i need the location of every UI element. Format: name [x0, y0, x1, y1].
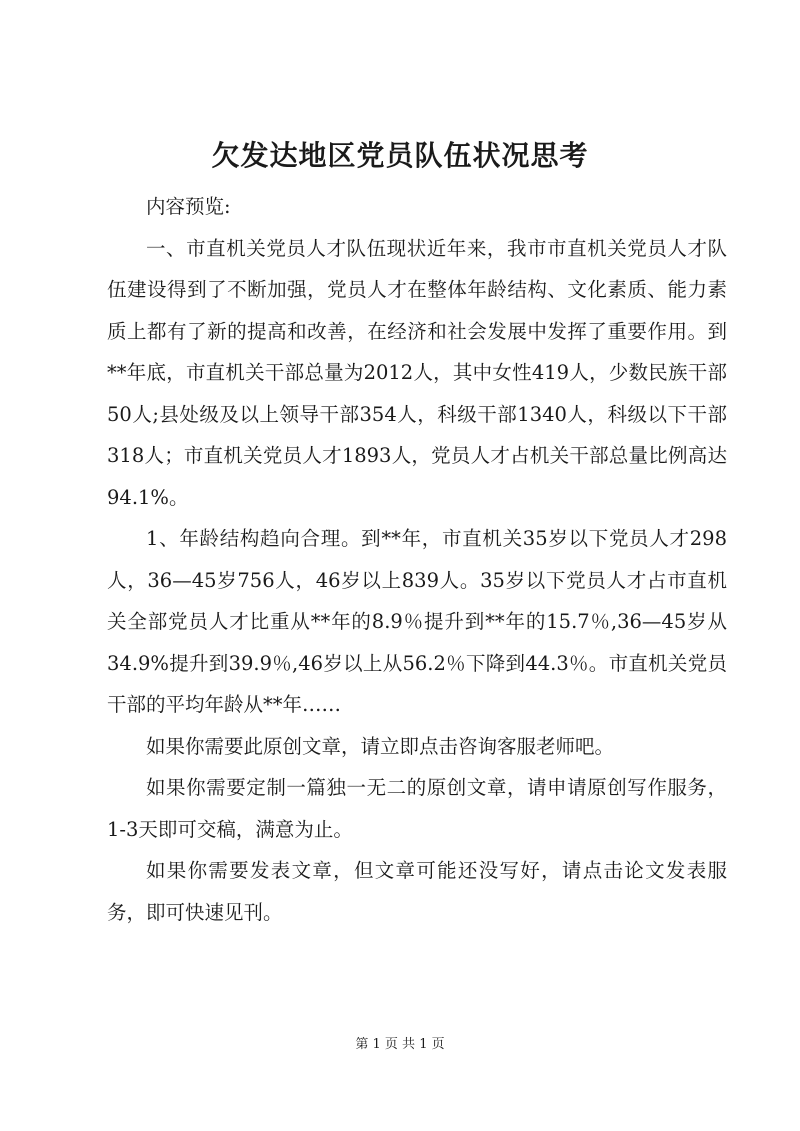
page-number-footer: 第 1 页 共 1 页 [355, 1037, 445, 1052]
paragraph-publish-service: 如果你需要发表文章，但文章可能还没写好，请点击论文发表服务，即可快速见刊。 [107, 859, 727, 924]
document-title: 欠发达地区党员队伍状况思考 [211, 139, 589, 172]
paragraph-age-structure: 1、年龄结构趋向合理。到**年，市直机关35岁以下党员人才298人，36—45岁756人，46岁以上839人。35岁以下党员人才占市直机关全部党员人才比重从**年的8.9％提升到**年的15.7％,36—45岁从34.9%提升到39.9％,46岁以上从56.2％下降到44.3％。市直机关党员干部的平均年龄从**年…… [107, 527, 727, 716]
preview-label: 内容预览: [146, 195, 231, 218]
paragraph-consult-service: 如果你需要此原创文章，请立即点击咨询客服老师吧。 [146, 734, 615, 758]
document-body [107, 186, 727, 933]
paragraph-custom-writing: 如果你需要定制一篇独一无二的原创文章，请申请原创写作服务，1-3天即可交稿，满意为止。 [107, 776, 727, 841]
paragraph-status-overview: 一、市直机关党员人才队伍现状近年来，我市市直机关党员人才队伍建设得到了不断加强，党员人才在整体年龄结构、文化素质、能力素质上都有了新的提高和改善，在经济和社会发展中发挥了重要作用。到**年底，市直机关干部总量为2012人，其中女性419人，少数民族干部50人;县处级及以上领导干部354人，科级干部1340人，科级以下干部318人；市直机关党员人才1893人，党员人才占机关干部总量比例高达94.1%。 [107, 236, 727, 509]
